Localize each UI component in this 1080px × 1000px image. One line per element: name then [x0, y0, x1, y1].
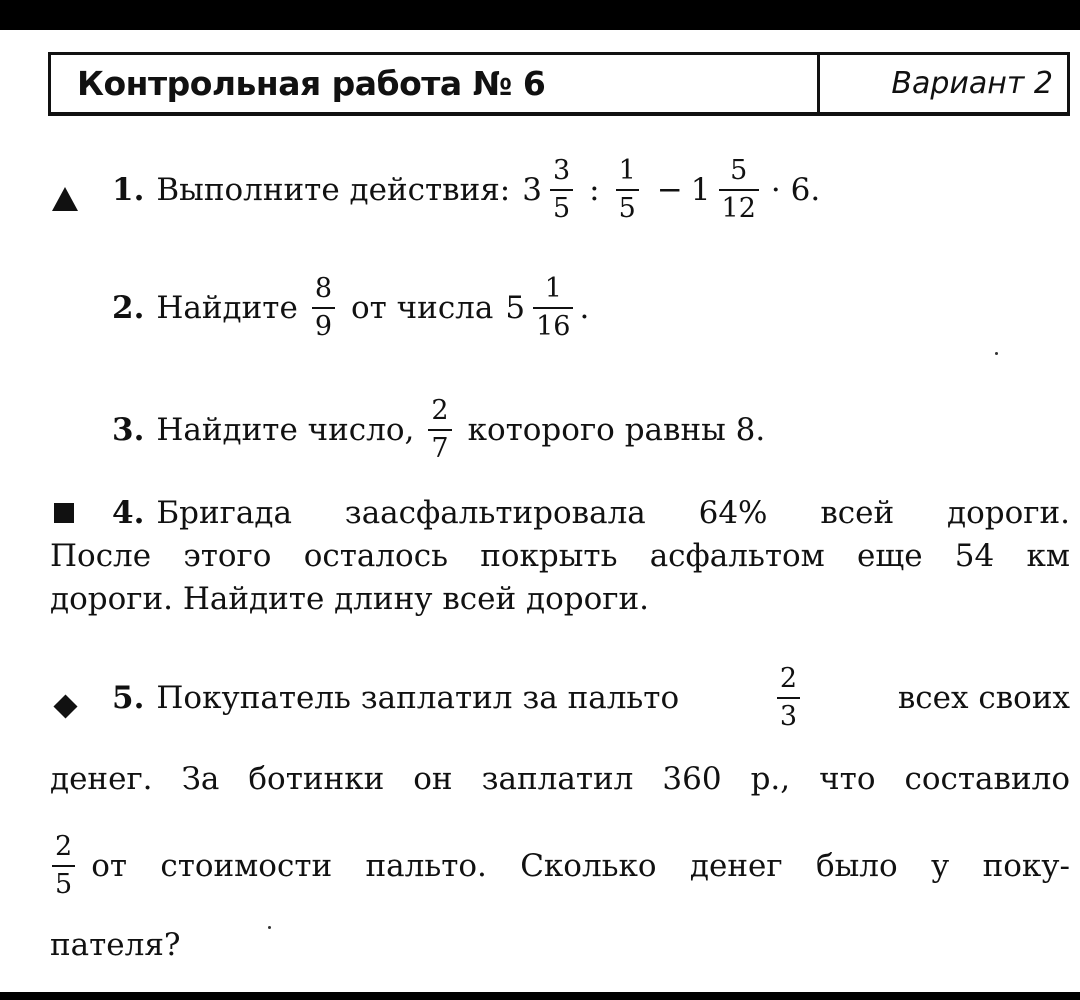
fraction [312, 274, 335, 342]
task-5-line-4 [50, 924, 1070, 967]
task-text: от числа [351, 290, 494, 327]
task-line: денег. За ботинки он заплатил 360 р., что составило [50, 761, 1070, 797]
task-text: Найдите число, [156, 412, 415, 449]
denominator: 5 [52, 865, 75, 900]
print-speck [268, 926, 271, 929]
triangle-marker-icon [52, 187, 78, 211]
numerator: 2 [779, 663, 798, 694]
minus-sign: − [656, 172, 683, 209]
task-number: 5. [112, 680, 145, 717]
task-5-line-2 [50, 758, 1070, 801]
fraction [428, 396, 451, 464]
mixed-whole: 5 [505, 290, 526, 327]
task-5-line-3 [46, 832, 1070, 900]
worksheet-title: Контрольная работа № 6 [77, 64, 546, 103]
task-line: пателя? [50, 927, 181, 963]
fraction [550, 156, 573, 224]
denominator: 12 [719, 189, 759, 224]
task-line [50, 492, 1070, 535]
task-number: 2. [112, 290, 145, 327]
denominator: 7 [428, 429, 451, 464]
task-text: от стоимости пальто. Сколько денег было у поку- [91, 848, 1070, 885]
numerator: 1 [544, 273, 562, 304]
division-sign: : [589, 172, 600, 209]
task-number: 4. [112, 495, 145, 531]
task-3 [112, 396, 765, 464]
fraction [616, 156, 639, 224]
numerator: 1 [618, 155, 636, 186]
task-line: дороги. Найдите длину всей дороги. [50, 581, 650, 617]
fraction [533, 274, 573, 342]
denominator: 3 [777, 697, 800, 732]
numerator: 5 [730, 155, 748, 186]
task-5-line-1 [112, 664, 1070, 732]
task-text: Найдите [156, 290, 298, 327]
task-1 [112, 156, 820, 224]
worksheet-header [48, 52, 1070, 116]
task-4 [50, 492, 1070, 621]
fraction [52, 832, 75, 900]
diamond-marker-icon [53, 694, 77, 718]
task-text: Выполните действия: [156, 172, 511, 209]
mixed-whole: 3 [522, 172, 542, 209]
task-text: которого равны 8. [467, 412, 766, 449]
task-text: Покупатель заплатил за пальто [156, 680, 680, 717]
task-text-group [112, 680, 679, 716]
denominator: 9 [312, 307, 335, 342]
fraction [777, 664, 800, 732]
task-2 [112, 274, 589, 342]
task-number: 1. [112, 172, 145, 209]
mixed-whole: 1 [690, 172, 711, 209]
print-speck [995, 352, 998, 355]
denominator: 16 [533, 307, 573, 342]
denominator: 5 [550, 189, 573, 224]
task-tail: . [579, 290, 590, 327]
task-tail: · 6. [770, 172, 821, 209]
worksheet-page [0, 30, 1080, 992]
task-number: 3. [112, 412, 145, 449]
numerator: 2 [55, 831, 73, 862]
fraction [719, 156, 759, 224]
task-text: Бригада заасфальтировала 64% всей дороги. [156, 495, 1070, 531]
task-text: всех своих [897, 680, 1070, 717]
numerator: 8 [314, 273, 332, 304]
numerator: 2 [431, 395, 449, 426]
denominator: 5 [616, 189, 639, 224]
numerator: 3 [552, 155, 571, 186]
task-line: После этого осталось покрыть асфальтом еще 54 км [50, 538, 1070, 574]
variant-label: Вариант 2 [817, 55, 1067, 112]
